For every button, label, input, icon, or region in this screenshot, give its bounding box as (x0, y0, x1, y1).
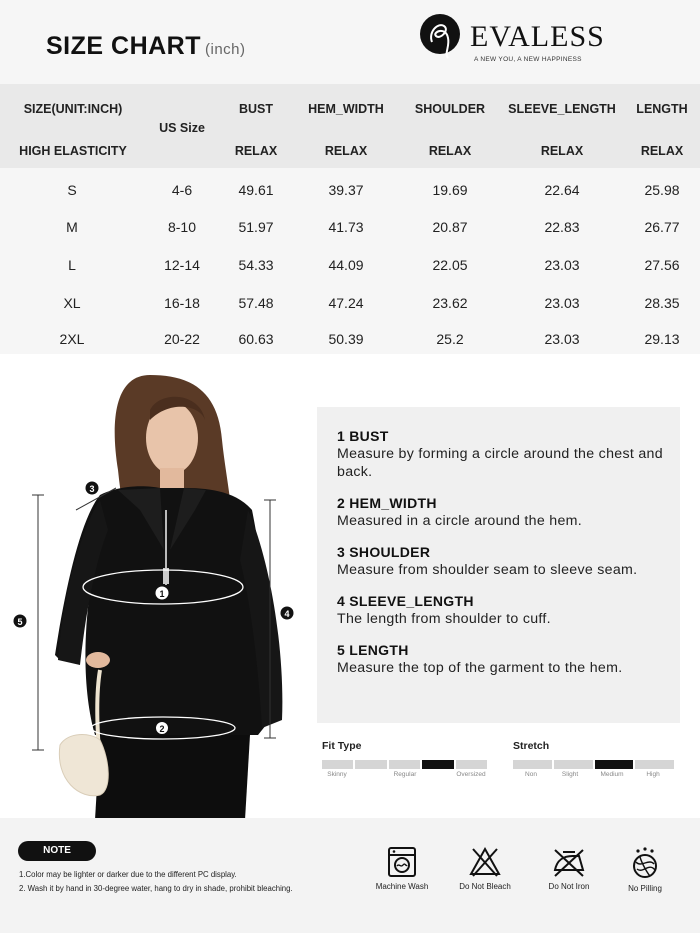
stretch-label-medium: Medium (600, 771, 624, 778)
do-not-bleach-icon (468, 846, 502, 878)
stretch-label-high: High (646, 771, 660, 778)
cell-length: 25.98 (644, 182, 680, 198)
stretch-title: Stretch (513, 740, 550, 752)
stretch-label-slight: Slight (561, 771, 579, 778)
stretch-label-non: Non (525, 771, 537, 778)
table-body (0, 168, 700, 354)
marker-bust-label: 1 (159, 589, 165, 599)
table-row (0, 209, 700, 246)
fit-type-title: Fit Type (322, 740, 362, 752)
cell-size: L (68, 257, 76, 273)
guide-item-hem-width (337, 494, 680, 530)
header-shoulder-fit: RELAX (428, 144, 472, 158)
note-badge: NOTE (18, 841, 96, 861)
fit-label-skinny: Skinny (327, 771, 347, 778)
cell-hem-width: 41.73 (328, 219, 364, 235)
cell-size: XL (63, 295, 81, 311)
cell-sleeve-length: 22.83 (544, 219, 580, 235)
stretch-segment-active (595, 760, 634, 769)
header-size-unit: SIZE(UNIT:INCH) (23, 102, 123, 116)
fit-label-oversized: Oversized (456, 771, 486, 778)
care-do-not-iron (534, 846, 604, 891)
table-row (0, 247, 700, 284)
stretch-labels (513, 771, 677, 781)
stretch-scale (513, 740, 677, 781)
cell-sleeve-length: 23.03 (544, 331, 580, 347)
title-unit: (inch) (205, 41, 246, 58)
title-text: SIZE CHART (46, 32, 201, 60)
header-sleeve-length: SLEEVE_LENGTH (508, 102, 616, 116)
header-elasticity: HIGH ELASTICITY (19, 144, 127, 158)
note-line-1: 1.Color may be lighter or darker due to the different PC display. (19, 870, 237, 879)
stretch-segment (554, 760, 593, 769)
cell-us-size: 16-18 (164, 295, 200, 311)
guide-item-shoulder (337, 543, 680, 579)
guide-heading: 4 SLEEVE_LENGTH (337, 593, 474, 609)
cell-us-size: 20-22 (164, 331, 200, 347)
cell-bust: 49.61 (238, 182, 274, 198)
header-hem-fit: RELAX (324, 144, 368, 158)
guide-item-sleeve-length (337, 592, 680, 628)
header-shoulder: SHOULDER (414, 102, 486, 116)
marker-length-label: 5 (17, 617, 23, 627)
header-bust-fit: RELAX (234, 144, 278, 158)
guide-heading: 5 LENGTH (337, 642, 409, 658)
guide-heading: 3 SHOULDER (337, 544, 431, 560)
table-row (0, 285, 700, 322)
marker-sleeve-length (281, 607, 294, 620)
marker-hem-label: 2 (159, 724, 165, 734)
care-no-pilling (610, 846, 680, 893)
guide-text: Measured in a circle around the hem. (337, 513, 583, 529)
cell-size: M (66, 219, 78, 235)
guide-text: Measure the top of the garment to the hem. (337, 660, 623, 676)
page-title (46, 32, 246, 61)
fit-type-scale (322, 740, 490, 781)
table-row (0, 321, 700, 358)
care-label: Do Not Bleach (459, 882, 511, 891)
care-label: Do Not Iron (548, 882, 590, 891)
guide-text: Measure from shoulder seam to sleeve seam. (337, 562, 638, 578)
marker-length (14, 615, 27, 628)
model-illustration (0, 360, 310, 820)
guide-text: The length from shoulder to cuff. (337, 611, 551, 627)
fit-type-segment (389, 760, 420, 769)
note-line-2: 2. Wash it by hand in 30-degree water, hang to dry in shade, prohibit bleaching. (19, 884, 293, 893)
guide-item-bust (337, 427, 680, 481)
header-sleeve-fit: RELAX (540, 144, 584, 158)
header-hem-width: HEM_WIDTH (308, 102, 384, 116)
care-label: No Pilling (628, 884, 662, 893)
brand-name: EVALESS (470, 20, 605, 53)
machine-wash-icon (387, 846, 417, 878)
do-not-iron-icon (551, 846, 587, 878)
cell-length: 26.77 (644, 219, 680, 235)
cell-hem-width: 50.39 (328, 331, 364, 347)
fit-type-segment-active (422, 760, 453, 769)
header-length: LENGTH (636, 102, 688, 116)
marker-sleeve-length-label: 4 (284, 609, 290, 619)
fit-label-regular: Regular (393, 771, 417, 778)
stretch-segment (513, 760, 552, 769)
guide-text: Measure by forming a circle around the chest and back. (337, 446, 663, 480)
fit-type-segment (456, 760, 487, 769)
marker-shoulder (86, 482, 99, 495)
cell-shoulder: 25.2 (436, 331, 464, 347)
cell-us-size: 4-6 (171, 182, 193, 198)
cell-bust: 57.48 (238, 295, 274, 311)
fit-type-segment (322, 760, 353, 769)
cell-length: 29.13 (644, 331, 680, 347)
brand-tagline: A NEW YOU, A NEW HAPPINESS (474, 56, 582, 63)
cell-length: 27.56 (644, 257, 680, 273)
cell-bust: 51.97 (238, 219, 274, 235)
cell-sleeve-length: 22.64 (544, 182, 580, 198)
table-header (0, 84, 700, 168)
cell-hem-width: 44.09 (328, 257, 364, 273)
table-row (0, 172, 700, 209)
header-us-size: US Size (159, 121, 205, 135)
stretch-segment (635, 760, 674, 769)
cell-size: 2XL (59, 331, 85, 347)
cell-bust: 60.63 (238, 331, 274, 347)
care-label: Machine Wash (375, 882, 429, 891)
cell-length: 28.35 (644, 295, 680, 311)
fit-type-bar (322, 760, 490, 769)
cell-us-size: 8-10 (167, 219, 197, 235)
marker-shoulder-label: 3 (89, 484, 95, 494)
marker-bust (156, 587, 169, 600)
fit-type-segment (355, 760, 386, 769)
garment-diagram (0, 360, 310, 820)
marker-hem (156, 722, 169, 735)
cell-size: S (67, 182, 77, 198)
header (0, 0, 700, 84)
care-machine-wash (367, 846, 437, 891)
brand-monogram-icon (418, 12, 466, 60)
cell-bust: 54.33 (238, 257, 274, 273)
size-table (0, 84, 700, 354)
header-bust: BUST (238, 102, 274, 116)
header-length-fit: RELAX (640, 144, 684, 158)
cell-hem-width: 39.37 (328, 182, 364, 198)
cell-sleeve-length: 23.03 (544, 295, 580, 311)
cell-shoulder: 22.05 (432, 257, 468, 273)
cell-shoulder: 19.69 (432, 182, 468, 198)
measurement-guide (317, 407, 680, 723)
fit-type-labels (322, 771, 490, 781)
brand-logo (418, 12, 618, 72)
guide-heading: 1 BUST (337, 428, 389, 444)
guide-heading: 2 HEM_WIDTH (337, 495, 437, 511)
cell-shoulder: 20.87 (432, 219, 468, 235)
stretch-bar (513, 760, 677, 769)
no-pilling-icon (629, 846, 661, 880)
care-do-not-bleach (450, 846, 520, 891)
guide-item-length (337, 641, 680, 677)
cell-shoulder: 23.62 (432, 295, 468, 311)
cell-us-size: 12-14 (164, 257, 200, 273)
cell-hem-width: 47.24 (328, 295, 364, 311)
cell-sleeve-length: 23.03 (544, 257, 580, 273)
